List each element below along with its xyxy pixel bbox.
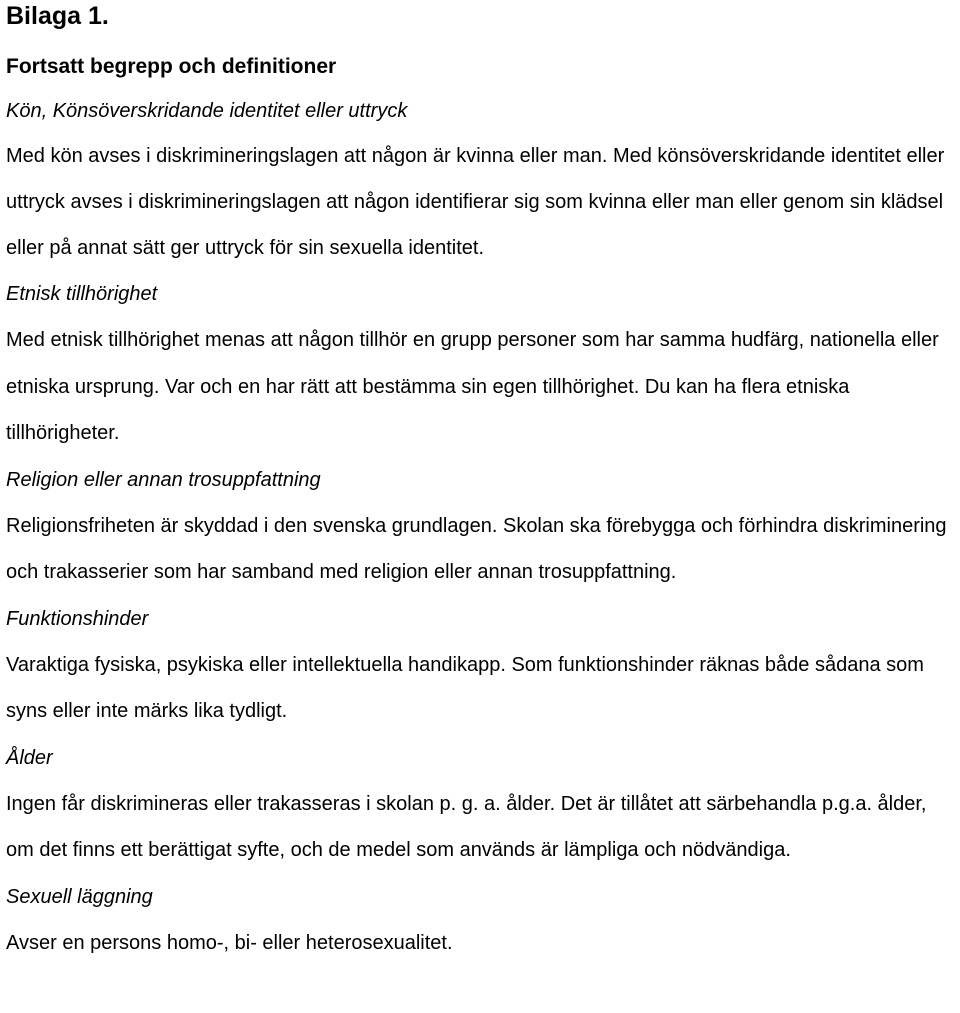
section-religion bbox=[6, 457, 956, 596]
section-heading-kon: Kön, Könsöverskridande identitet eller uttryck bbox=[6, 100, 408, 122]
section-text-religion: Religionsfriheten är skyddad i den svenska grundlagen. Skolan ska förebygga och förhindra diskriminering och trakasserier som har samband med religion eller annan trosuppfattning. bbox=[6, 514, 947, 583]
section-text-sexuell: Avser en persons homo-, bi- eller heterosexualitet. bbox=[6, 931, 453, 954]
section-text-etnisk: Med etnisk tillhörighet menas att någon tillhör en grupp personer som har samma hudfärg, nationella eller etniska ursprung. Var och en har rätt att bestämma sin egen tillhörighet. Du kan ha flera etniska tillhörigheter. bbox=[6, 329, 939, 444]
section-heading-etnisk: Etnisk tillhörighet bbox=[6, 283, 158, 305]
section-heading-funktionshinder: Funktionshinder bbox=[6, 607, 149, 630]
section-kon bbox=[6, 89, 956, 271]
section-funktionshinder bbox=[6, 596, 956, 735]
document-page bbox=[6, 0, 956, 966]
document-subtitle: Fortsatt begrepp och definitioner bbox=[6, 55, 337, 78]
section-text-kon: Med kön avses i diskrimineringslagen att någon är kvinna eller man. Med könsöverskridande identitet eller uttryck avses i diskrimineringslagen att någon identifierar sig som kvinna eller man eller genom sin klädsel eller på annat sätt ger uttryck för sin sexuella identitet. bbox=[6, 145, 945, 259]
section-text-alder: Ingen får diskrimineras eller trakasseras i skolan p. g. a. ålder. Det är tillåtet att särbehandla p.g.a. ålder, om det finns ett berättigat syfte, och de medel som används är lämpliga och nödvändiga. bbox=[6, 792, 927, 861]
section-heading-religion: Religion eller annan trosuppfattning bbox=[6, 468, 321, 491]
section-heading-sexuell: Sexuell läggning bbox=[6, 885, 153, 908]
section-alder bbox=[6, 735, 956, 874]
section-sexuell bbox=[6, 874, 956, 967]
document-title: Bilaga 1. bbox=[6, 2, 109, 30]
section-etnisk bbox=[6, 271, 956, 457]
section-heading-alder: Ålder bbox=[6, 746, 53, 769]
section-text-funktionshinder: Varaktiga fysiska, psykiska eller intellektuella handikapp. Som funktionshinder räknas både sådana som syns eller inte märks lika tydligt. bbox=[6, 653, 924, 722]
